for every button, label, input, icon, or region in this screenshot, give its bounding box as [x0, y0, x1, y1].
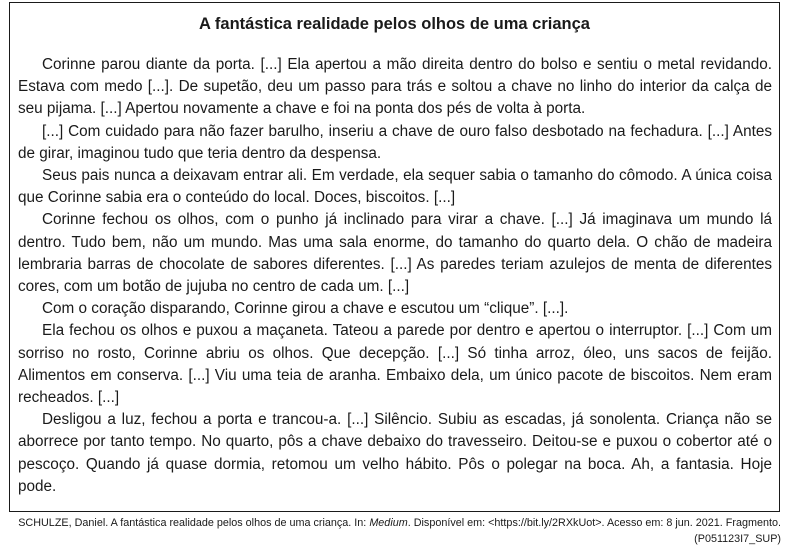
text-body — [18, 54, 772, 498]
paragraph: Desligou a luz, fechou a porta e trancou-a. [...] Silêncio. Subiu as escadas, já sonolenta. Criança não se aborrece por tanto tempo. No quarto, pôs a chave debaixo do travesseiro. Deitou-se e puxou o cobertor até o pescoço. Quando já quase dormia, retomou um velho hábito. Pôs o polegar na boca. Ah, a fantasia. Hoje pode. — [18, 411, 772, 495]
paragraph: [...] Com cuidado para não fazer barulho, inseriu a chave de ouro falso desbotado na fechadura. [...] Antes de girar, imaginou tudo que teria dentro da despensa. — [18, 122, 772, 162]
citation-access: . Disponível em: <https://bit.ly/2RXkUot>. Acesso em: 8 jun. 2021. Fragmento. (P051123I7_SUP) — [407, 517, 781, 545]
paragraph: Corinne parou diante da porta. [...] Ela apertou a mão direita dentro do bolso e sentiu o metal revidando. Estava com medo [...]. De supetão, deu um passo para trás e soltou a chave no linho do interior da calça de seu pijama. [...] Apertou novamente a chave e foi na ponta dos pés de volta à porta. — [18, 56, 772, 118]
paragraph: Seus pais nunca a deixavam entrar ali. Em verdade, ela sequer sabia o tamanho do cômodo. A única coisa que Corinne sabia era o conteúdo do local. Doces, biscoitos. [...] — [18, 167, 772, 207]
citation-source: Medium — [369, 517, 408, 529]
text-box — [9, 2, 780, 512]
paragraph: Com o coração disparando, Corinne girou a chave e escutou um “clique”. [...]. — [42, 300, 569, 318]
source-citation — [0, 515, 781, 547]
paragraph: Ela fechou os olhos e puxou a maçaneta. Tateou a parede por dentro e apertou o interruptor. [...] Com um sorriso no rosto, Corinne abriu os olhos. Que decepção. [...] Só tinha arroz, óleo, uns sacos de feijão. Alimentos em conserva. [...] Viu uma teia de aranha. Embaixo dela, um único pacote de biscoitos. Nem eram recheados. [...] — [18, 322, 772, 407]
text-title: A fantástica realidade pelos olhos de uma criança — [199, 15, 590, 33]
citation-text: SCHULZE, Daniel. A fantástica realidade pelos olhos de uma criança. In: — [18, 517, 370, 529]
paragraph: Corinne fechou os olhos, com o punho já inclinado para virar a chave. [...] Já imaginava um mundo lá dentro. Tudo bem, não um mundo. Mas uma sala enorme, do tamanho do quarto dela. O chão de madeira lembraria barras de chocolate de sabores diferentes. [...] As paredes teriam azulejos de menta de diferentes cores, com um botão de jujuba no centro de cada um. [...] — [18, 211, 772, 296]
